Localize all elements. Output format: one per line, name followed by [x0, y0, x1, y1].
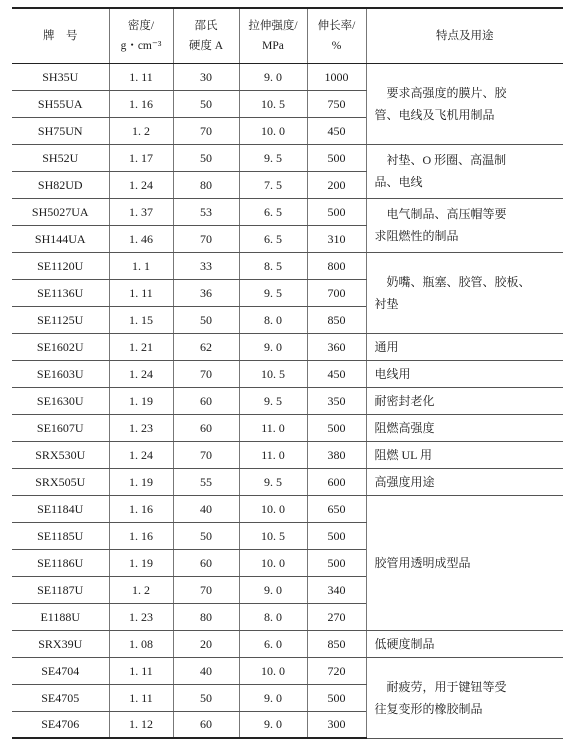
density-cell: 1. 16 [109, 522, 173, 549]
hardness-cell: 40 [173, 657, 239, 684]
elongation-cell: 380 [307, 441, 366, 468]
density-cell: 1. 19 [109, 549, 173, 576]
density-cell: 1. 46 [109, 225, 173, 252]
table-row [12, 63, 563, 90]
table-row [12, 360, 563, 387]
density-cell: 1. 24 [109, 171, 173, 198]
tensile-cell: 8. 5 [239, 252, 307, 279]
tensile-cell: 10. 0 [239, 117, 307, 144]
hardness-cell: 70 [173, 117, 239, 144]
use-text-line: 阻燃高强度 [374, 420, 435, 435]
use-cell [366, 333, 563, 360]
hardness-cell: 80 [173, 171, 239, 198]
elongation-cell: 600 [307, 468, 366, 495]
elongation-cell: 360 [307, 333, 366, 360]
hardness-cell: 55 [173, 468, 239, 495]
use-text-line: 电气制品、高压帽等要 [374, 207, 507, 221]
tensile-cell: 8. 0 [239, 603, 307, 630]
elongation-cell: 300 [307, 711, 366, 738]
grade-cell: SH52U [12, 144, 109, 171]
hardness-cell: 50 [173, 306, 239, 333]
use-text-line: 要求高强度的膜片、胶 [374, 85, 507, 100]
elongation-cell: 800 [307, 252, 366, 279]
tensile-cell: 10. 0 [239, 549, 307, 576]
use-cell [366, 252, 563, 333]
hardness-cell: 33 [173, 252, 239, 279]
grade-cell: SE1187U [12, 576, 109, 603]
density-cell: 1. 12 [109, 711, 173, 738]
hardness-cell: 53 [173, 198, 239, 225]
table-row [12, 657, 563, 684]
table-row [12, 144, 563, 171]
elongation-cell: 500 [307, 684, 366, 711]
hardness-cell: 20 [173, 630, 239, 657]
tensile-cell: 7. 5 [239, 171, 307, 198]
grade-cell: SH5027UA [12, 198, 109, 225]
tensile-cell: 9. 0 [239, 711, 307, 738]
use-text-line: 阻燃 UL 用 [374, 447, 433, 462]
grade-cell: SE1602U [12, 333, 109, 360]
density-cell: 1. 24 [109, 360, 173, 387]
tensile-cell: 9. 5 [239, 279, 307, 306]
tensile-cell: 10. 5 [239, 90, 307, 117]
table-row [12, 468, 563, 495]
elongation-cell: 720 [307, 657, 366, 684]
tensile-cell: 6. 0 [239, 630, 307, 657]
elongation-cell: 310 [307, 225, 366, 252]
elongation-cell: 500 [307, 414, 366, 441]
use-text-line: 通用 [374, 339, 399, 354]
table-row [12, 414, 563, 441]
elongation-cell: 450 [307, 117, 366, 144]
hardness-cell: 70 [173, 360, 239, 387]
elongation-cell: 270 [307, 603, 366, 630]
density-cell: 1. 15 [109, 306, 173, 333]
hardness-cell: 36 [173, 279, 239, 306]
use-cell [366, 387, 563, 414]
use-cell [366, 198, 563, 252]
use-text-line: 电线用 [374, 366, 411, 381]
use-text-line: 耐疲劳，用于键钮等受 [374, 679, 507, 694]
header-elongation: 伸长率/ % [307, 8, 366, 63]
table-row [12, 333, 563, 360]
density-cell: 1. 24 [109, 441, 173, 468]
density-cell: 1. 19 [109, 468, 173, 495]
elongation-cell: 500 [307, 198, 366, 225]
properties-table [12, 7, 563, 739]
grade-cell: SE1607U [12, 414, 109, 441]
elongation-cell: 700 [307, 279, 366, 306]
elongation-cell: 650 [307, 495, 366, 522]
density-cell: 1. 37 [109, 198, 173, 225]
grade-cell: SH144UA [12, 225, 109, 252]
hardness-cell: 50 [173, 522, 239, 549]
elongation-cell: 450 [307, 360, 366, 387]
grade-cell: SE1136U [12, 279, 109, 306]
elongation-cell: 200 [307, 171, 366, 198]
use-cell [366, 495, 563, 630]
use-text-line: 耐密封老化 [374, 393, 435, 408]
grade-cell: SE1185U [12, 522, 109, 549]
hardness-cell: 70 [173, 441, 239, 468]
grade-cell: SH55UA [12, 90, 109, 117]
header-hardness: 邵氏 硬度 A [173, 8, 239, 63]
tensile-cell: 9. 5 [239, 387, 307, 414]
use-cell [366, 144, 563, 198]
elongation-cell: 1000 [307, 63, 366, 90]
header-tensile: 拉伸强度/ MPa [239, 8, 307, 63]
elongation-cell: 500 [307, 549, 366, 576]
use-text-line: 管、电线及飞机用制品 [374, 107, 495, 122]
density-cell: 1. 08 [109, 630, 173, 657]
density-cell: 1. 16 [109, 495, 173, 522]
table-row [12, 495, 563, 522]
density-cell: 1. 16 [109, 90, 173, 117]
density-cell: 1. 11 [109, 684, 173, 711]
tensile-cell: 11. 0 [239, 414, 307, 441]
use-cell [366, 468, 563, 495]
header-row [12, 8, 563, 63]
grade-cell: SE1125U [12, 306, 109, 333]
use-text-line: 高强度用途 [374, 474, 435, 489]
use-text-line: 求阻燃性的制品 [374, 229, 459, 243]
hardness-cell: 50 [173, 684, 239, 711]
tensile-cell: 8. 0 [239, 306, 307, 333]
density-cell: 1. 11 [109, 63, 173, 90]
hardness-cell: 30 [173, 63, 239, 90]
hardness-cell: 50 [173, 144, 239, 171]
elongation-cell: 340 [307, 576, 366, 603]
density-cell: 1. 17 [109, 144, 173, 171]
hardness-cell: 60 [173, 549, 239, 576]
tensile-cell: 6. 5 [239, 225, 307, 252]
grade-cell: SE4706 [12, 711, 109, 738]
use-text-line: 衬垫 [374, 296, 399, 311]
tensile-cell: 11. 0 [239, 441, 307, 468]
table-body [12, 63, 563, 738]
grade-cell: SE1184U [12, 495, 109, 522]
tensile-cell: 10. 5 [239, 360, 307, 387]
density-cell: 1. 11 [109, 279, 173, 306]
elongation-cell: 500 [307, 522, 366, 549]
hardness-cell: 40 [173, 495, 239, 522]
use-text-line: 品、电线 [374, 175, 423, 189]
use-cell [366, 360, 563, 387]
density-cell: 1. 2 [109, 576, 173, 603]
grade-cell: SE1120U [12, 252, 109, 279]
use-text-line: 往复变形的橡胶制品 [374, 701, 483, 716]
grade-cell: SH82UD [12, 171, 109, 198]
grade-cell: SE4705 [12, 684, 109, 711]
use-cell [366, 657, 563, 738]
use-text-line: 胶管用透明成型品 [374, 555, 471, 570]
hardness-cell: 60 [173, 711, 239, 738]
table-row [12, 198, 563, 225]
hardness-cell: 50 [173, 90, 239, 117]
elongation-cell: 500 [307, 144, 366, 171]
tensile-cell: 6. 5 [239, 198, 307, 225]
density-cell: 1. 23 [109, 603, 173, 630]
density-cell: 1. 1 [109, 252, 173, 279]
hardness-cell: 60 [173, 387, 239, 414]
tensile-cell: 9. 0 [239, 576, 307, 603]
tensile-cell: 9. 5 [239, 468, 307, 495]
grade-cell: SE1186U [12, 549, 109, 576]
table-row [12, 252, 563, 279]
use-text-line: 低硬度制品 [374, 636, 435, 651]
tensile-cell: 10. 0 [239, 495, 307, 522]
tensile-cell: 9. 0 [239, 684, 307, 711]
table-row [12, 630, 563, 657]
density-cell: 1. 21 [109, 333, 173, 360]
grade-cell: SE4704 [12, 657, 109, 684]
grade-cell: SRX505U [12, 468, 109, 495]
use-cell [366, 630, 563, 657]
grade-cell: SH35U [12, 63, 109, 90]
elongation-cell: 750 [307, 90, 366, 117]
tensile-cell: 10. 0 [239, 657, 307, 684]
density-cell: 1. 23 [109, 414, 173, 441]
grade-cell: SH75UN [12, 117, 109, 144]
hardness-cell: 60 [173, 414, 239, 441]
header-use: 特点及用途 [366, 8, 563, 63]
tensile-cell: 9. 5 [239, 144, 307, 171]
use-cell [366, 414, 563, 441]
header-density: 密度/ g・cm⁻³ [109, 8, 173, 63]
use-cell [366, 441, 563, 468]
header-grade: 牌 号 [12, 8, 109, 63]
density-cell: 1. 19 [109, 387, 173, 414]
table-row [12, 387, 563, 414]
grade-cell: SRX530U [12, 441, 109, 468]
elongation-cell: 850 [307, 306, 366, 333]
hardness-cell: 70 [173, 576, 239, 603]
grade-cell: E1188U [12, 603, 109, 630]
grade-cell: SE1630U [12, 387, 109, 414]
grade-cell: SE1603U [12, 360, 109, 387]
tensile-cell: 9. 0 [239, 63, 307, 90]
use-text-line: 衬垫、O 形圈、高温制 [374, 153, 507, 167]
use-cell [366, 63, 563, 144]
tensile-cell: 9. 0 [239, 333, 307, 360]
use-text-line: 奶嘴、瓶塞、胶管、胶板、 [374, 274, 531, 289]
grade-cell: SRX39U [12, 630, 109, 657]
elongation-cell: 350 [307, 387, 366, 414]
density-cell: 1. 11 [109, 657, 173, 684]
tensile-cell: 10. 5 [239, 522, 307, 549]
hardness-cell: 80 [173, 603, 239, 630]
elongation-cell: 850 [307, 630, 366, 657]
hardness-cell: 70 [173, 225, 239, 252]
hardness-cell: 62 [173, 333, 239, 360]
density-cell: 1. 2 [109, 117, 173, 144]
table-row [12, 441, 563, 468]
